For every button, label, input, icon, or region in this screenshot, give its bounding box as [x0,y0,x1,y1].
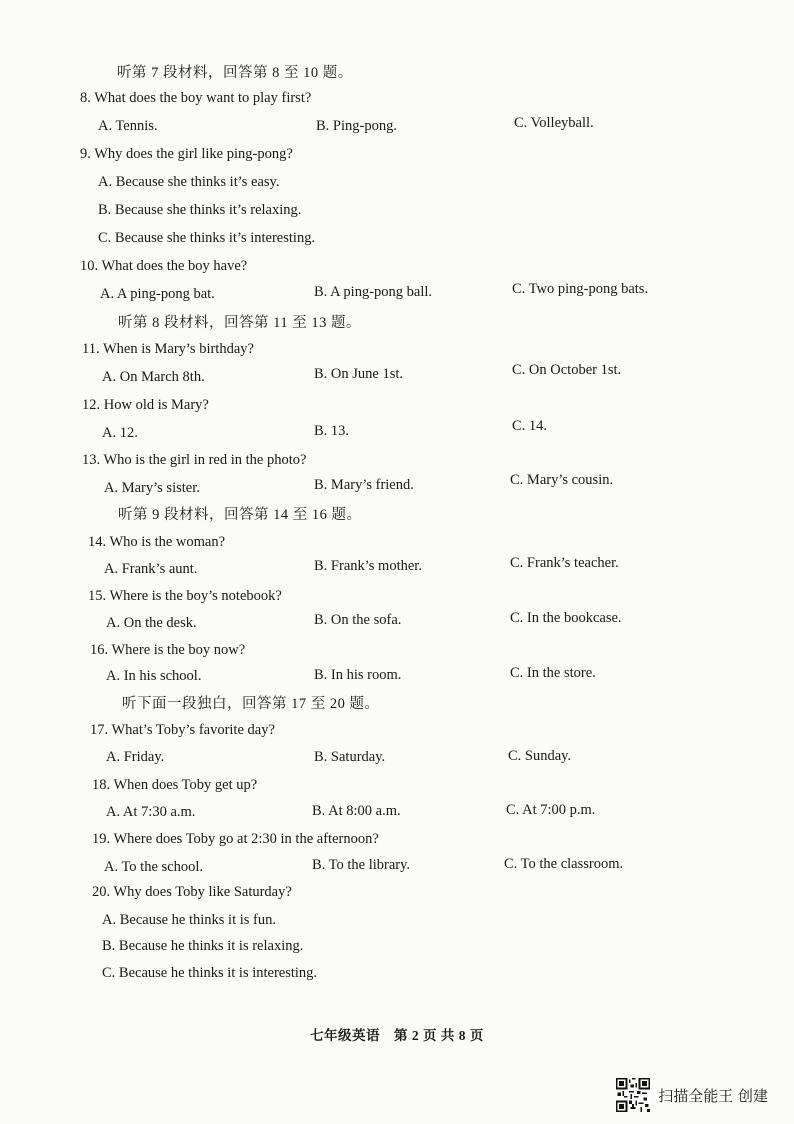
question-8: 8. What does the boy want to play first? [80,90,312,106]
question-17: 17. What’s Toby’s favorite day? [90,722,275,738]
watermark-text: 扫描全能王 创建 [658,1086,768,1105]
option-11b: B. On June 1st. [314,366,404,382]
option-18b: B. At 8:00 a.m. [312,803,401,819]
section-heading-7: 听第 7 段材料，回答第 8 至 10 题。 [117,65,353,81]
option-13a: A. Mary’s sister. [104,480,200,496]
question-14: 14. Who is the woman? [88,534,226,550]
question-9: 9. Why does the girl like ping-pong? [80,146,293,162]
option-20c: C. Because he thinks it is interesting. [102,965,318,981]
option-20b: B. Because he thinks it is relaxing. [102,938,304,954]
option-14c: C. Frank’s teacher. [510,555,619,571]
section-heading-8: 听第 8 段材料，回答第 11 至 13 题。 [118,315,361,331]
option-13c: C. Mary’s cousin. [510,472,614,488]
page-footer: 七年级英语 第 2 页 共 8 页 [310,1028,484,1043]
option-11c: C. On October 1st. [512,362,622,378]
section-heading-9: 听第 9 段材料，回答第 14 至 16 题。 [118,507,362,523]
option-9b: B. Because she thinks it’s relaxing. [98,202,302,218]
option-12b: B. 13. [314,423,350,439]
option-8a: A. Tennis. [98,118,158,134]
option-15b: B. On the sofa. [314,612,402,628]
option-20a: A. Because he thinks it is fun. [102,912,276,928]
option-12c: C. 14. [512,418,548,434]
option-17c: C. Sunday. [508,748,572,764]
qr-code-icon [616,1078,650,1112]
option-19c: C. To the classroom. [504,856,624,872]
option-10b: B. A ping-pong ball. [314,284,433,300]
question-19: 19. Where does Toby go at 2:30 in the afternoon? [92,831,379,847]
option-16b: B. In his room. [314,667,402,683]
option-9a: A. Because she thinks it’s easy. [98,174,280,190]
option-15c: C. In the bookcase. [510,610,622,626]
question-15: 15. Where is the boy’s notebook? [88,588,282,604]
option-12a: A. 12. [102,425,138,441]
question-18: 18. When does Toby get up? [92,777,258,793]
question-16: 16. Where is the boy now? [90,642,246,658]
option-16c: C. In the store. [510,665,596,681]
option-16a: A. In his school. [106,668,202,684]
option-11a: A. On March 8th. [102,369,205,385]
scanner-watermark [616,1078,768,1112]
option-19a: A. To the school. [104,859,204,875]
question-20: 20. Why does Toby like Saturday? [92,884,292,900]
option-8b: B. Ping-pong. [316,118,397,134]
option-14a: A. Frank’s aunt. [104,561,198,577]
option-8c: C. Volleyball. [514,115,594,131]
option-19b: B. To the library. [312,857,411,873]
option-14b: B. Frank’s mother. [314,558,422,574]
option-17b: B. Saturday. [314,749,386,765]
option-9c: C. Because she thinks it’s interesting. [98,230,316,246]
section-heading-10: 听下面一段独白，回答第 17 至 20 题。 [122,696,380,712]
option-18c: C. At 7:00 p.m. [506,802,596,818]
option-10a: A. A ping-pong bat. [100,286,215,302]
option-18a: A. At 7:30 a.m. [106,804,196,820]
option-10c: C. Two ping-pong bats. [512,281,649,297]
question-12: 12. How old is Mary? [82,397,209,413]
question-10: 10. What does the boy have? [80,258,248,274]
question-11: 11. When is Mary’s birthday? [82,341,254,357]
option-15a: A. On the desk. [106,615,197,631]
option-17a: A. Friday. [106,749,165,765]
question-13: 13. Who is the girl in red in the photo? [82,452,307,468]
option-13b: B. Mary’s friend. [314,477,414,493]
